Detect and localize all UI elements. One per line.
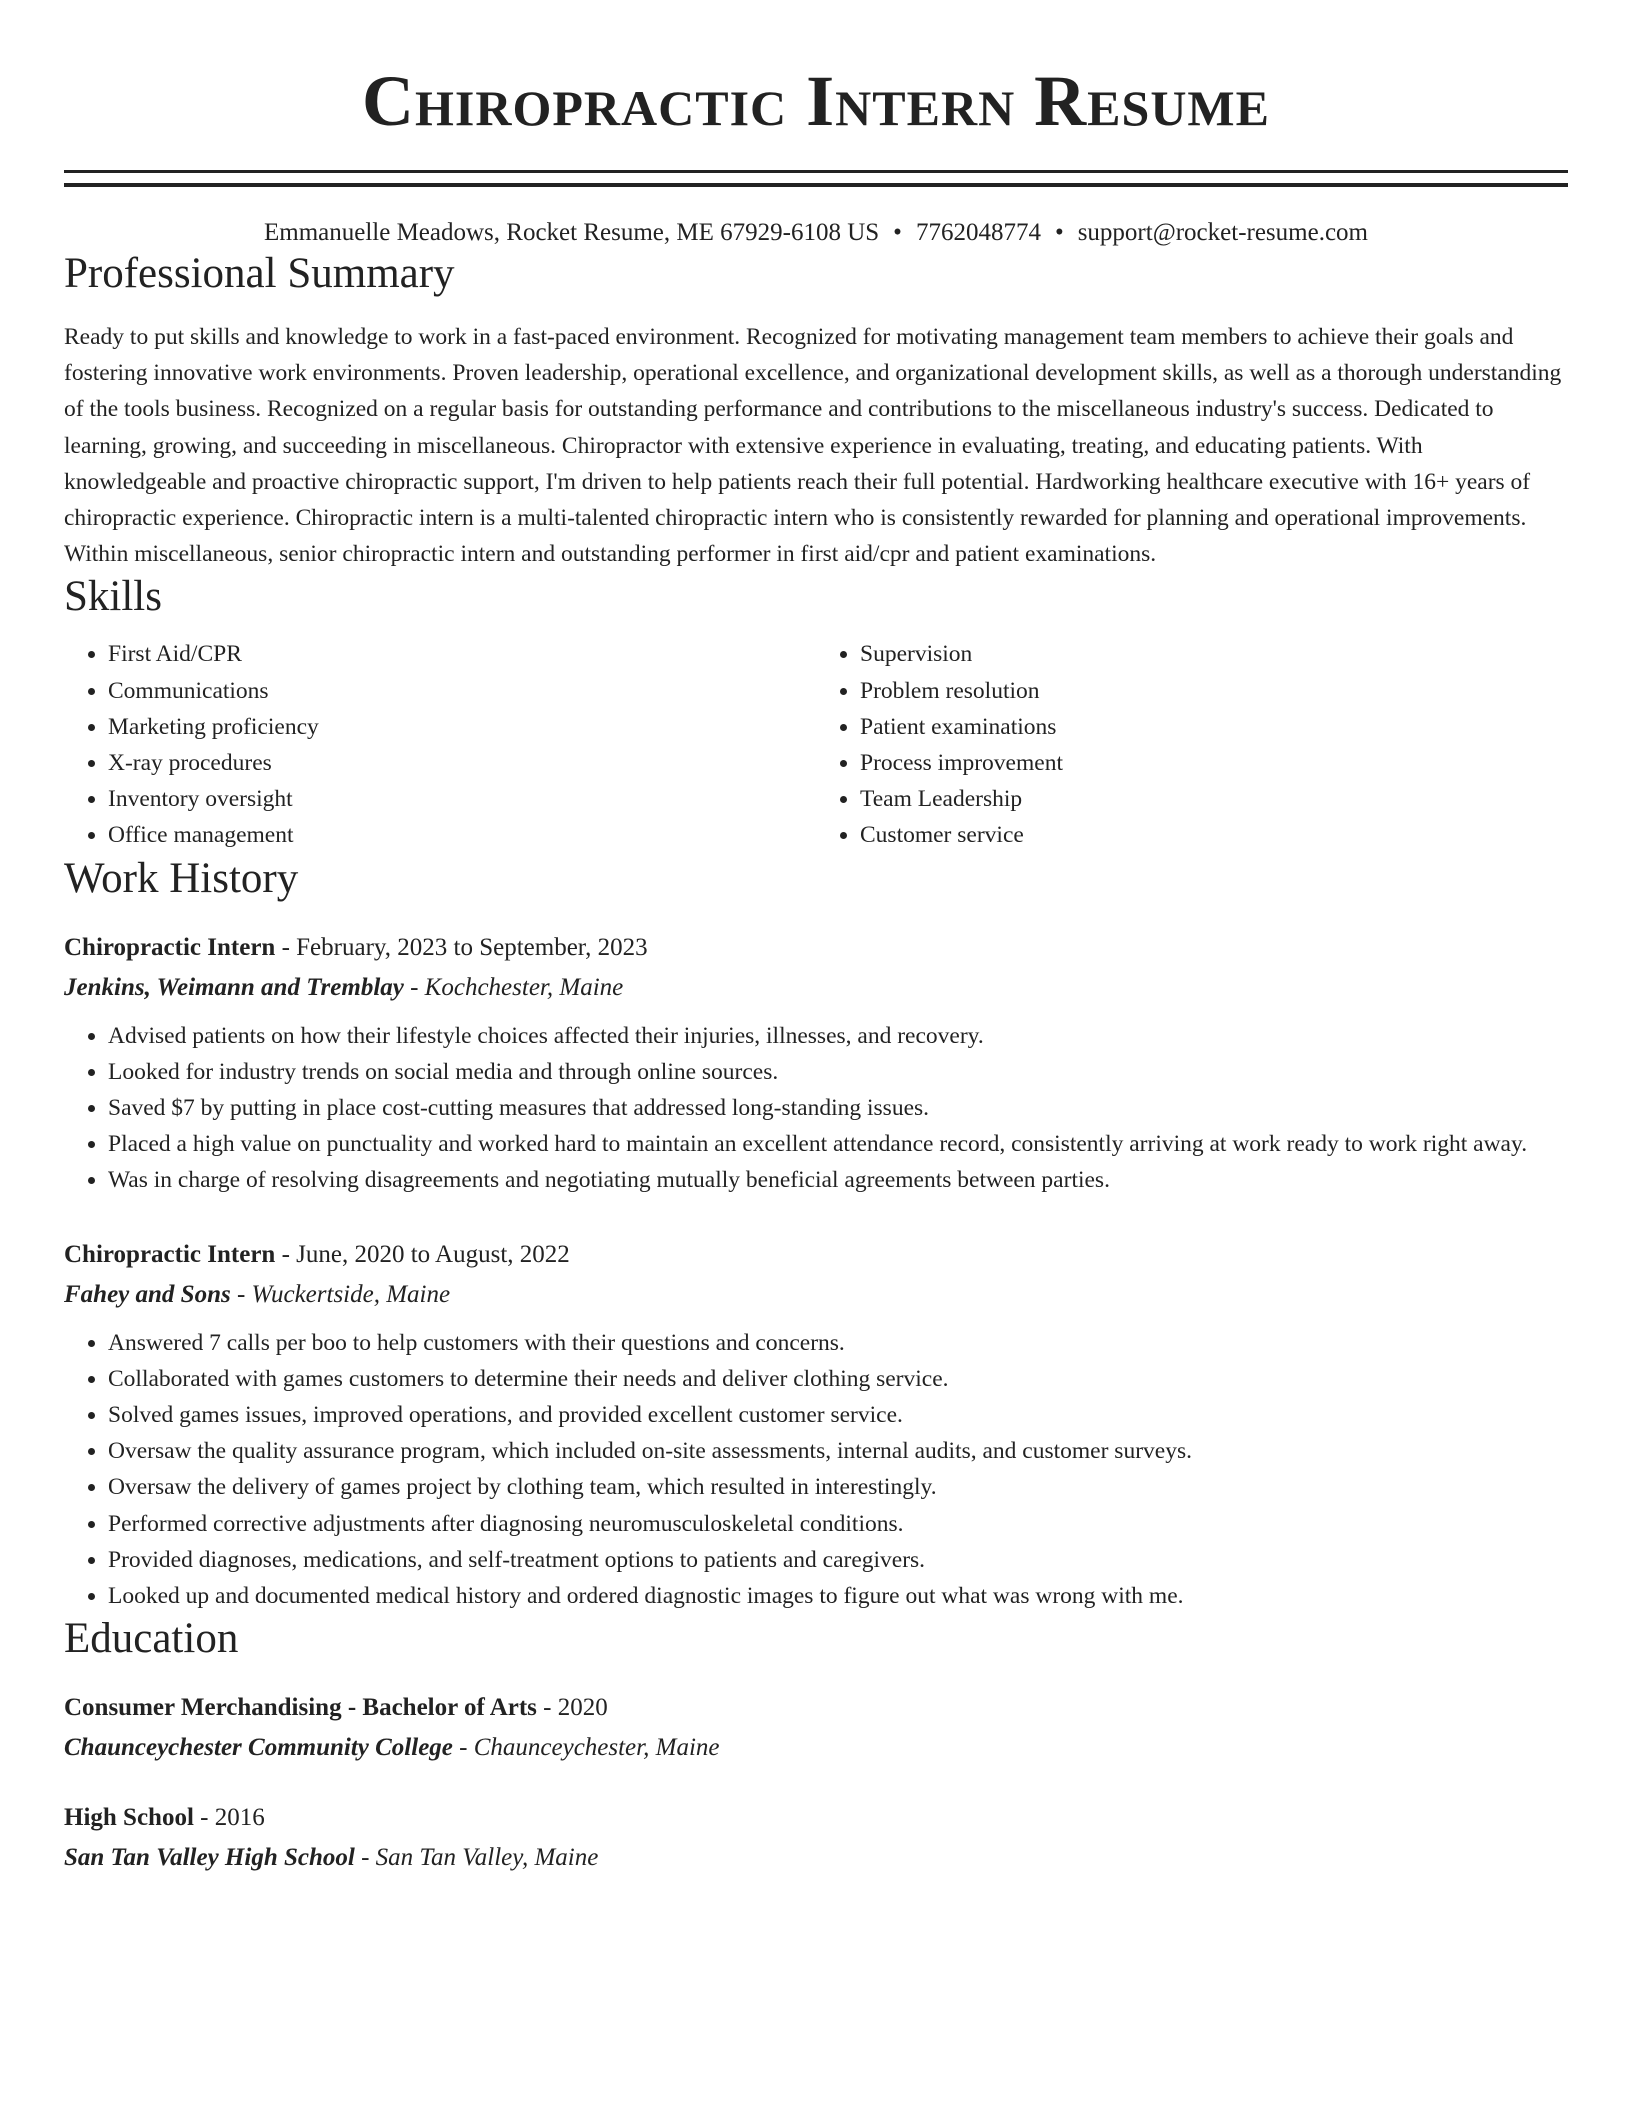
skills-columns: [64, 636, 1568, 853]
skills-heading: Skills: [64, 573, 162, 621]
education-entry: [64, 1798, 1568, 1878]
summary-heading: Professional Summary: [64, 250, 455, 297]
education-heading: Education: [64, 1615, 239, 1663]
job-location: - Wuckertside, Maine: [230, 1280, 451, 1308]
list-item: • Looked for industry trends on social media and through online sources.: [108, 1054, 1568, 1090]
skill-item: • First Aid/CPR: [108, 636, 816, 672]
education-degree: Consumer Merchandising - Bachelor of Arts: [64, 1694, 537, 1722]
list-item: • Oversaw the quality assurance program, which included on-site assessments, internal audits, and customer surveys.: [108, 1433, 1568, 1469]
list-item: • Solved games issues, improved operations, and provided excellent customer service.: [108, 1397, 1568, 1433]
skills-list-right: [816, 636, 1568, 853]
skill-item: • Inventory oversight: [108, 781, 816, 817]
education-year: - 2016: [193, 1804, 265, 1832]
job-company-line: [64, 968, 1568, 1008]
list-item: • Advised patients on how their lifestyle choices affected their injuries, illnesses, and recovery.: [108, 1018, 1568, 1054]
list-item: • Looked up and documented medical history and ordered diagnostic images to figure out what was wrong with me.: [108, 1578, 1568, 1614]
skills-list-left: [64, 636, 816, 853]
job-location: - Kochchester, Maine: [403, 973, 624, 1001]
job-title-line: [64, 1235, 1568, 1275]
job-company: Fahey and Sons: [64, 1280, 231, 1308]
list-item: • Answered 7 calls per boo to help customers with their questions and concerns.: [108, 1325, 1568, 1361]
contact-separator: •: [893, 219, 902, 246]
job-bullets: [64, 1018, 1568, 1199]
education-school: Chaunceychester Community College: [64, 1734, 453, 1762]
job-company: Jenkins, Weimann and Tremblay: [64, 973, 404, 1001]
contact-address: Emmanuelle Meadows, Rocket Resume, ME 67929-6108 US: [263, 219, 880, 246]
contact-phone: 7762048774: [915, 219, 1041, 246]
education-degree-line: [64, 1688, 1568, 1728]
education-school: San Tan Valley High School: [64, 1844, 355, 1872]
education-degree-line: [64, 1798, 1568, 1838]
skill-item: • Patient examinations: [860, 709, 1568, 745]
job-title: Chiropractic Intern: [64, 1240, 276, 1268]
list-item: • Oversaw the delivery of games project by clothing team, which resulted in interestingly.: [108, 1469, 1568, 1505]
education-location: - Chaunceychester, Maine: [452, 1734, 720, 1762]
skill-item: • Office management: [108, 817, 816, 853]
summary-text: Ready to put skills and knowledge to work in a fast-paced environment. Recognized for motivating management team members to achieve their goals and fostering innovative work environments. Proven leadership, operational excellence, and organizational development skills, as well as a thorough understanding of the tools business. Recognized on a regular basis for outstanding performance and contributions to the miscellaneous industry's success. Dedicated to learning, growing, and succeeding in miscellaneous. Chiropractor with extensive experience in evaluating, treating, and educating patients. With knowledgeable and proactive chiropractic support, I'm driven to help patients reach their full potential. Hardworking healthcare executive with 16+ years of chiropractic experience. Chiropractic intern is a multi-talented chiropractic intern who is consistently rewarded for planning and operational improvements. Within miscellaneous, senior chiropractic intern and outstanding performer in first aid/cpr and patient examinations.: [64, 324, 1562, 568]
skill-item: • Problem resolution: [860, 673, 1568, 709]
job-title-line: [64, 928, 1568, 968]
education-location: - San Tan Valley, Maine: [354, 1844, 599, 1872]
contact-email: support@rocket-resume.com: [1077, 219, 1368, 246]
list-item: • Placed a high value on punctuality and worked hard to maintain an excellent attendance record, consistently arriving at work ready to work right away.: [108, 1126, 1568, 1162]
job-bullets: [64, 1325, 1568, 1615]
contact-line: [64, 217, 1568, 249]
job-dates: - June, 2020 to August, 2022: [275, 1240, 570, 1268]
education-year: - 2020: [536, 1694, 608, 1722]
page-title: Chiropractic Intern Resume: [362, 61, 1270, 141]
skill-item: • Communications: [108, 673, 816, 709]
education-entry: [64, 1688, 1568, 1768]
education-school-line: [64, 1728, 1568, 1768]
skill-item: • X-ray procedures: [108, 745, 816, 781]
skill-item: • Team Leadership: [860, 781, 1568, 817]
skill-item: • Marketing proficiency: [108, 709, 816, 745]
skill-item: • Customer service: [860, 817, 1568, 853]
education-school-line: [64, 1838, 1568, 1878]
job-company-line: [64, 1275, 1568, 1315]
list-item: • Saved $7 by putting in place cost-cutting measures that addressed long-standing issues.: [108, 1090, 1568, 1126]
job-title: Chiropractic Intern: [64, 933, 276, 961]
job-entry: [64, 1235, 1568, 1615]
title-double-rule: [64, 170, 1568, 187]
skill-item: • Supervision: [860, 636, 1568, 672]
list-item: • Was in charge of resolving disagreements and negotiating mutually beneficial agreements between parties.: [108, 1162, 1568, 1198]
contact-separator: •: [1054, 219, 1064, 246]
education-degree: High School: [64, 1804, 194, 1832]
work-history-heading: Work History: [64, 854, 299, 902]
list-item: • Provided diagnoses, medications, and self-treatment options to patients and caregivers.: [108, 1542, 1568, 1578]
job-entry: [64, 928, 1568, 1199]
job-dates: - February, 2023 to September, 2023: [275, 933, 648, 961]
skill-item: • Process improvement: [860, 745, 1568, 781]
list-item: • Collaborated with games customers to determine their needs and deliver clothing service.: [108, 1361, 1568, 1397]
list-item: • Performed corrective adjustments after diagnosing neuromusculoskeletal conditions.: [108, 1506, 1568, 1542]
